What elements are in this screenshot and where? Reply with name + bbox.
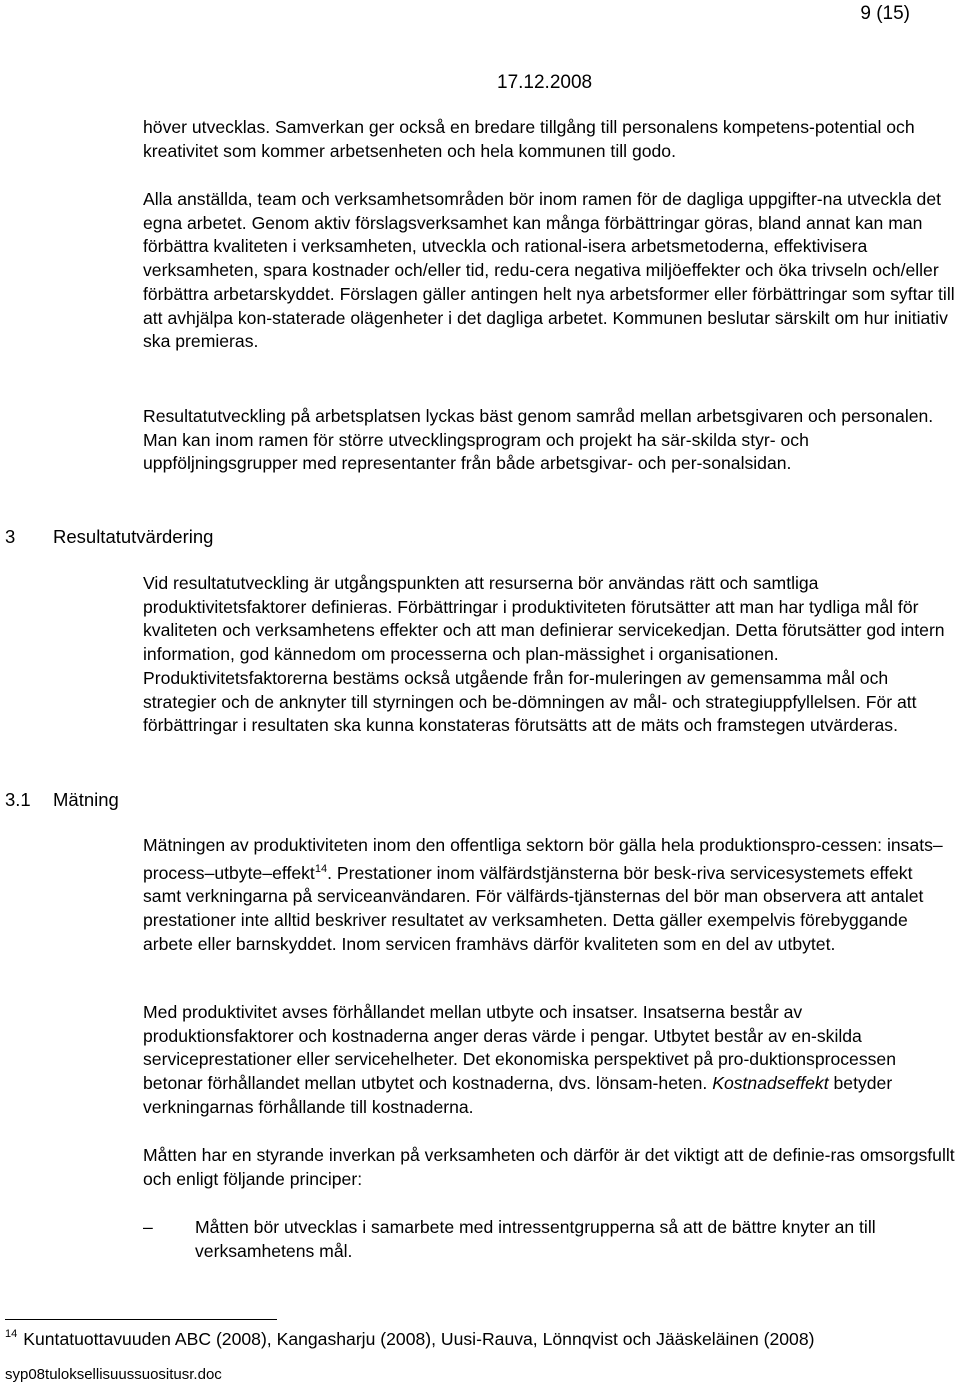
body-paragraph <box>143 116 955 163</box>
subsection-heading <box>5 789 119 811</box>
paragraph-text: Vid resultatutveckling är utgångspunkten att resurserna bör användas rätt och samtliga produktivitetsfaktorer definieras. Förbättringar i produktiviteten förutsätter att man har tydliga mål för kvaliteten och verksamhetens effekter och att man definierar servicekedjan. Detta förutsätter god intern information, god kännedom om processerna och plan-mässighet i organisationen. Produktivitetsfaktorerna bestäms också utgående från for-muleringen av gemensamma mål och strategier och de anknyter till styrningen och be-dömningen av mål- och strategiuppfyllelsen. För att förbättringar i resultaten ska kunna konstateras förutsätts att de mäts och framstegen utvärderas. <box>143 573 945 736</box>
section-title: Resultatutvärdering <box>53 526 214 547</box>
footnote-number: 14 <box>5 1328 18 1340</box>
body-paragraph <box>143 188 955 354</box>
document-filename: syp08tuloksellisuussuositusr.doc <box>5 1366 222 1383</box>
paragraph-text: Alla anställda, team och verksamhetsområden bör inom ramen för de dagliga uppgifter-na utveckla det egna arbetet. Genom aktiv förslagsverksamhet kan många förbättringar göras, bland annat kan man förbättra kvaliteten i verksamheten, utveckla och rational-isera arbetsmetoderna, effektivisera verksamheten, spara kostnader och/eller tid, redu-cera negativa miljöeffekter och öka trivseln och/eller förbättra arbetarskyddet. Förslagen gäller antingen helt nya arbetsformer eller förbättringar som syftar till att avhjälpa kon-staterade olägenheter i det dagliga arbetet. Kommunen beslutar särskilt om hur initiativ ska premieras. <box>143 189 955 352</box>
document-date: 17.12.2008 <box>497 72 593 93</box>
section-title: Mätning <box>53 789 119 810</box>
body-paragraph <box>143 572 955 738</box>
footnote-text: Kuntatuottavuuden ABC (2008), Kangasharju (2008), Uusi-Rauva, Lönnqvist och Jääskeläinen (2008) <box>23 1329 815 1349</box>
footnote-reference: 14 <box>314 862 328 875</box>
list-item-text: Måtten bör utvecklas i samarbete med intressentgrupperna så att de bättre knyter an till verksamhetens mål. <box>195 1217 876 1261</box>
paragraph-text-part: . Prestationer inom välfärdstjänsterna bör besk-riva servicesystemets effekt samt verkningarna på serviceanvändaren. För välfärds-tjänsternas del bör man observera att antalet prestationer inte alltid beskriver resultatet av verksamheten. Detta gäller exempelvis förebyggande arbete eller barnskyddet. Inom servicen framhävs därför kvaliteten som en del av utbytet. <box>143 862 924 954</box>
body-paragraph <box>143 1001 955 1120</box>
section-number: 3.1 <box>5 789 31 810</box>
dash-bullet: – <box>143 1217 153 1237</box>
section-heading <box>5 526 213 548</box>
paragraph-text-part: Mätningen av produktiviteten inom den offentliga sektorn bör gälla hela produktionspro-cessen: insats–process–utbyte–effekt <box>143 835 943 883</box>
paragraph-text <box>143 1001 955 1120</box>
paragraph-text: Måtten har en styrande inverkan på verksamheten och därför är det viktigt att de definie-ras omsorgsfullt och enligt följande principer: <box>143 1145 955 1189</box>
body-paragraph <box>143 405 955 476</box>
body-paragraph <box>143 834 955 957</box>
footnote <box>5 1328 815 1350</box>
list-item <box>143 1216 955 1263</box>
footnote-separator <box>5 1319 277 1320</box>
paragraph-text-part: Med produktivitet avses förhållandet mellan utbyte och insatser. Insatserna består av produktionsfaktorer och kostnaderna anger deras värde i pengar. Utbytet består av en-skilda serviceprestationer eller servicehelheter. Det ekonomiska perspektivet på pro-duktionsprocessen betonar förhållandet mellan utbytet och kostnaderna, dvs. lönsam-heten. <box>143 1002 897 1094</box>
paragraph-text <box>143 834 955 957</box>
paragraph-text-part: betyder verkningarnas förhållande till kostnaderna. <box>143 1073 893 1117</box>
paragraph-text: höver utvecklas. Samverkan ger också en bredare tillgång till personalens kompetens-potential och kreativitet som kommer arbetsenheten och hela kommunen till godo. <box>143 117 915 161</box>
paragraph-text: Resultatutveckling på arbetsplatsen lyckas bäst genom samråd mellan arbetsgivaren och personalen. Man kan inom ramen för större utvecklingsprogram och projekt ha sär-skilda styr- och uppföljningsgrupper med representanter från både arbetsgivar- och per-sonalsidan. <box>143 406 934 474</box>
page-number: 9 (15) <box>860 3 910 24</box>
section-number: 3 <box>5 526 16 547</box>
body-paragraph <box>143 1144 955 1191</box>
emphasized-term: Kostnadseffekt <box>712 1073 829 1094</box>
